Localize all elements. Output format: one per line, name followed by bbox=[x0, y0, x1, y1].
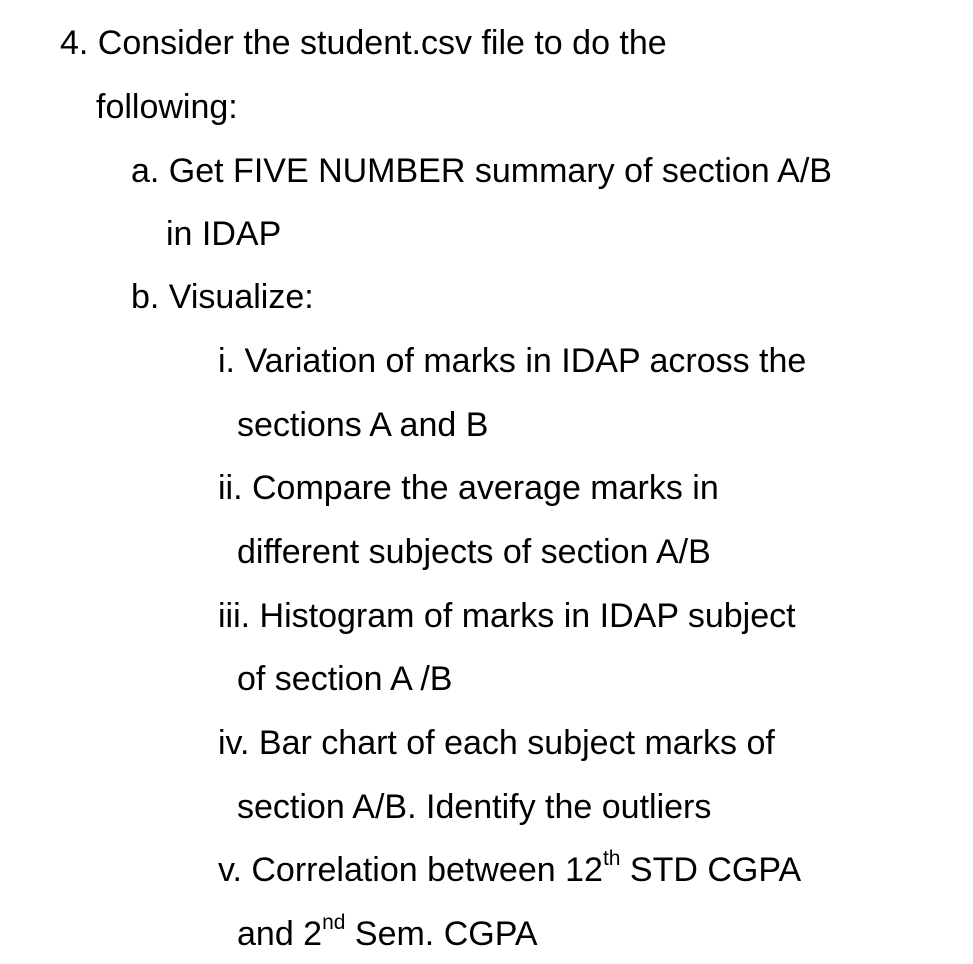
part-b-item-ii-line-2: different subjects of section A/B bbox=[237, 533, 711, 571]
part-a-line-1: a. Get FIVE NUMBER summary of section A/B bbox=[131, 152, 832, 190]
part-b-item-v-line-2 bbox=[237, 910, 538, 954]
part-b-item-iii-line-2: of section A /B bbox=[237, 660, 453, 698]
item-v-line-2-superscript: nd bbox=[322, 910, 346, 934]
item-v-line-2-text-post: Sem. CGPA bbox=[345, 915, 538, 953]
item-v-line-1-text-pre: v. Correlation between 12 bbox=[218, 851, 603, 889]
part-a-line-2: in IDAP bbox=[166, 215, 282, 253]
part-b-item-iv-line-1: iv. Bar chart of each subject marks of bbox=[218, 724, 775, 762]
part-b-item-iv-line-2: section A/B. Identify the outliers bbox=[237, 788, 712, 826]
part-b-label: b. Visualize: bbox=[131, 278, 314, 316]
part-b-item-i-line-2: sections A and B bbox=[237, 406, 489, 444]
item-v-line-1-text-post: STD CGPA bbox=[620, 851, 802, 889]
part-b-item-i-line-1: i. Variation of marks in IDAP across the bbox=[218, 342, 807, 380]
question-stem-line-1: 4. Consider the student.csv file to do the bbox=[60, 24, 667, 62]
question-stem-line-2: following: bbox=[96, 88, 238, 126]
item-v-line-2-text-pre: and 2 bbox=[237, 915, 323, 953]
part-b-item-iii-line-1: iii. Histogram of marks in IDAP subject bbox=[218, 597, 796, 635]
part-b-item-ii-line-1: ii. Compare the average marks in bbox=[218, 469, 719, 507]
part-b-item-v-line-1 bbox=[218, 846, 802, 890]
item-v-line-1-superscript: th bbox=[602, 846, 621, 870]
